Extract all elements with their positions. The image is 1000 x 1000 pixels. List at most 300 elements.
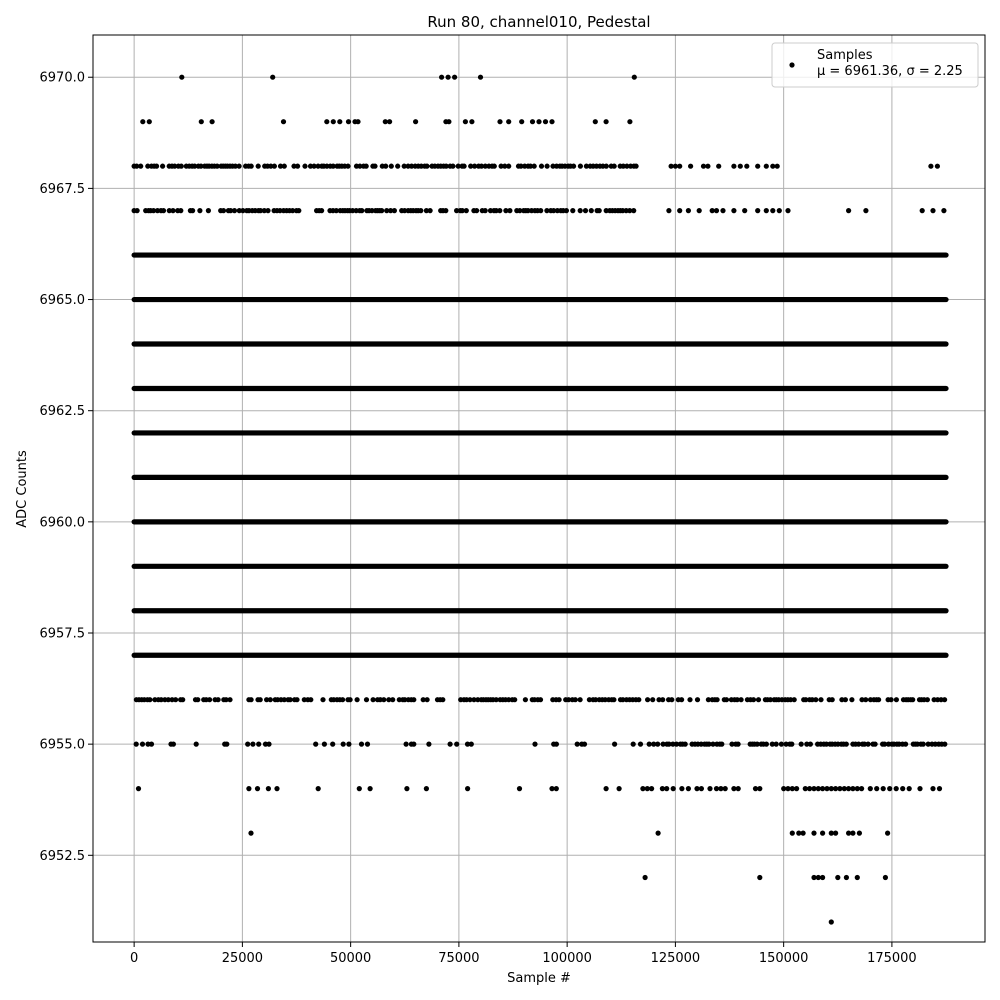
data-point xyxy=(866,742,871,747)
data-point xyxy=(161,208,166,213)
data-point xyxy=(925,697,930,702)
data-point xyxy=(178,208,183,213)
data-point xyxy=(147,119,152,124)
data-point xyxy=(874,786,879,791)
data-point xyxy=(210,119,215,124)
data-point xyxy=(720,208,725,213)
data-point xyxy=(379,208,384,213)
data-point xyxy=(777,208,782,213)
data-point xyxy=(536,119,541,124)
data-point xyxy=(381,697,386,702)
data-point xyxy=(941,208,946,213)
data-point xyxy=(638,742,643,747)
data-point xyxy=(497,208,502,213)
data-point xyxy=(697,208,702,213)
data-point xyxy=(583,208,588,213)
data-point xyxy=(636,697,641,702)
data-point xyxy=(687,697,692,702)
data-point xyxy=(206,208,211,213)
data-point xyxy=(859,786,864,791)
data-point xyxy=(671,786,676,791)
data-point xyxy=(650,697,655,702)
data-point xyxy=(578,164,583,169)
data-point xyxy=(604,164,609,169)
data-point xyxy=(611,697,616,702)
data-point xyxy=(818,697,823,702)
data-point xyxy=(411,697,416,702)
data-point xyxy=(249,697,254,702)
data-point xyxy=(180,697,185,702)
data-point xyxy=(808,742,813,747)
data-point xyxy=(643,875,648,880)
data-point xyxy=(135,208,140,213)
data-point xyxy=(937,786,942,791)
data-point xyxy=(634,164,639,169)
data-point xyxy=(627,119,632,124)
data-point xyxy=(738,164,743,169)
legend-marker xyxy=(789,62,794,67)
data-point xyxy=(731,208,736,213)
data-point xyxy=(523,697,528,702)
data-point xyxy=(368,786,373,791)
x-tick-label: 175000 xyxy=(867,951,917,966)
chart-title: Run 80, channel010, Pedestal xyxy=(427,13,651,31)
data-point xyxy=(190,208,195,213)
data-point xyxy=(450,164,455,169)
data-point xyxy=(250,742,255,747)
data-point xyxy=(894,697,899,702)
data-point xyxy=(850,831,855,836)
data-point xyxy=(887,786,892,791)
data-point xyxy=(664,786,669,791)
data-point xyxy=(900,786,905,791)
data-point xyxy=(266,786,271,791)
data-point xyxy=(935,164,940,169)
data-point xyxy=(695,697,700,702)
data-point xyxy=(921,742,926,747)
y-tick-label: 6960.0 xyxy=(39,515,85,531)
data-point xyxy=(545,164,550,169)
data-point xyxy=(404,742,409,747)
data-point xyxy=(789,742,794,747)
y-tick-label: 6962.5 xyxy=(39,404,85,420)
data-point xyxy=(714,208,719,213)
data-point xyxy=(171,742,176,747)
data-point xyxy=(660,697,665,702)
data-point xyxy=(512,697,517,702)
data-point xyxy=(462,164,467,169)
data-point xyxy=(679,697,684,702)
data-point xyxy=(705,164,710,169)
data-point xyxy=(256,164,261,169)
data-point xyxy=(330,742,335,747)
data-point xyxy=(359,742,364,747)
data-point xyxy=(764,742,769,747)
data-point xyxy=(346,119,351,124)
data-point xyxy=(849,697,854,702)
data-point xyxy=(173,697,178,702)
data-point xyxy=(573,697,578,702)
data-point xyxy=(227,697,232,702)
data-point xyxy=(179,75,184,80)
data-point xyxy=(345,164,350,169)
data-point xyxy=(764,208,769,213)
data-point xyxy=(739,697,744,702)
x-axis-label: Sample # xyxy=(507,971,571,986)
data-point xyxy=(506,119,511,124)
data-point xyxy=(751,697,756,702)
data-point xyxy=(677,208,682,213)
data-point xyxy=(844,742,849,747)
data-point xyxy=(248,831,253,836)
data-point xyxy=(506,164,511,169)
x-tick-label: 125000 xyxy=(650,951,701,966)
data-point xyxy=(440,697,445,702)
legend-series-name: Samples xyxy=(817,48,873,63)
data-point xyxy=(364,697,369,702)
data-point xyxy=(320,697,325,702)
data-point xyxy=(683,742,688,747)
data-point xyxy=(426,742,431,747)
data-point xyxy=(799,742,804,747)
data-point xyxy=(532,164,537,169)
data-point xyxy=(557,697,562,702)
data-point xyxy=(411,742,416,747)
data-point xyxy=(538,208,543,213)
data-point xyxy=(464,208,469,213)
data-point xyxy=(755,164,760,169)
data-point xyxy=(308,697,313,702)
y-tick-label: 6965.0 xyxy=(39,293,85,309)
data-point xyxy=(723,786,728,791)
data-point xyxy=(645,697,650,702)
data-point xyxy=(554,742,559,747)
data-point xyxy=(883,875,888,880)
data-point xyxy=(348,697,353,702)
data-point xyxy=(742,208,747,213)
data-point xyxy=(669,697,674,702)
data-point xyxy=(170,208,175,213)
data-point xyxy=(154,164,159,169)
data-point xyxy=(649,786,654,791)
data-point xyxy=(364,164,369,169)
x-tick-label: 150000 xyxy=(758,951,809,966)
data-point xyxy=(688,164,693,169)
data-point xyxy=(497,119,502,124)
data-point xyxy=(564,208,569,213)
data-point xyxy=(835,875,840,880)
data-point xyxy=(483,208,488,213)
data-point xyxy=(570,208,575,213)
data-point xyxy=(337,119,342,124)
data-point xyxy=(249,164,254,169)
data-point xyxy=(478,75,483,80)
data-point xyxy=(578,697,583,702)
data-point xyxy=(894,786,899,791)
data-point xyxy=(179,164,184,169)
y-tick-label: 6955.0 xyxy=(39,737,85,753)
data-point xyxy=(443,208,448,213)
data-point xyxy=(425,697,430,702)
data-point xyxy=(424,164,429,169)
data-point xyxy=(666,208,671,213)
data-point xyxy=(863,208,868,213)
data-point xyxy=(930,208,935,213)
data-point xyxy=(755,208,760,213)
data-point xyxy=(355,119,360,124)
data-point xyxy=(801,831,806,836)
data-point xyxy=(589,208,594,213)
data-point xyxy=(863,697,868,702)
data-point xyxy=(519,119,524,124)
data-point xyxy=(907,786,912,791)
data-point xyxy=(790,831,795,836)
data-point xyxy=(903,742,908,747)
data-point xyxy=(885,831,890,836)
data-point xyxy=(756,697,761,702)
data-point xyxy=(539,164,544,169)
data-point xyxy=(359,208,364,213)
data-point xyxy=(942,697,947,702)
data-point xyxy=(686,208,691,213)
data-point xyxy=(237,164,242,169)
data-point xyxy=(549,119,554,124)
data-point xyxy=(492,164,497,169)
data-point xyxy=(316,786,321,791)
data-point xyxy=(517,786,522,791)
data-point xyxy=(532,742,537,747)
data-point xyxy=(199,119,204,124)
data-point xyxy=(395,164,400,169)
data-point xyxy=(136,786,141,791)
data-point xyxy=(160,164,165,169)
data-point xyxy=(575,742,580,747)
data-point xyxy=(270,75,275,80)
data-point xyxy=(294,697,299,702)
data-point xyxy=(785,208,790,213)
data-point xyxy=(387,119,392,124)
data-point xyxy=(232,208,237,213)
data-point xyxy=(404,786,409,791)
data-point xyxy=(679,786,684,791)
data-point xyxy=(757,875,762,880)
legend xyxy=(772,43,978,87)
data-point xyxy=(647,742,652,747)
data-point xyxy=(138,164,143,169)
data-point xyxy=(757,786,762,791)
data-point xyxy=(452,75,457,80)
data-point xyxy=(245,742,250,747)
y-tick-label: 6970.0 xyxy=(39,70,85,86)
data-point xyxy=(530,119,535,124)
data-point xyxy=(593,119,598,124)
x-tick-label: 25000 xyxy=(221,951,264,966)
data-point xyxy=(428,208,433,213)
data-point xyxy=(469,119,474,124)
data-point xyxy=(357,786,362,791)
data-point xyxy=(448,742,453,747)
data-point xyxy=(792,697,797,702)
data-point xyxy=(207,697,212,702)
data-point xyxy=(857,831,862,836)
data-point xyxy=(346,742,351,747)
data-point xyxy=(266,742,271,747)
y-tick-label: 6967.5 xyxy=(39,181,85,197)
data-point xyxy=(258,697,263,702)
data-point xyxy=(942,742,947,747)
data-point xyxy=(582,742,587,747)
data-point xyxy=(612,742,617,747)
data-point xyxy=(265,208,270,213)
data-point xyxy=(134,742,139,747)
data-point xyxy=(820,831,825,836)
data-point xyxy=(920,208,925,213)
data-point xyxy=(833,831,838,836)
data-point xyxy=(246,786,251,791)
data-point xyxy=(715,697,720,702)
data-point xyxy=(469,742,474,747)
data-point xyxy=(844,875,849,880)
y-axis-label: ADC Counts xyxy=(15,450,30,528)
data-point xyxy=(632,75,637,80)
data-point xyxy=(439,75,444,80)
data-point xyxy=(446,119,451,124)
data-point xyxy=(194,742,199,747)
data-point xyxy=(268,697,273,702)
data-point xyxy=(454,742,459,747)
data-point xyxy=(418,208,423,213)
data-point xyxy=(770,208,775,213)
data-point xyxy=(775,164,780,169)
data-point xyxy=(195,697,200,702)
data-point xyxy=(474,208,479,213)
data-point xyxy=(296,208,301,213)
data-point xyxy=(221,208,226,213)
data-point xyxy=(147,697,152,702)
data-point xyxy=(446,75,451,80)
data-point xyxy=(313,742,318,747)
data-point xyxy=(507,208,512,213)
data-point xyxy=(324,119,329,124)
data-point xyxy=(256,742,261,747)
data-point xyxy=(383,164,388,169)
data-point xyxy=(889,697,894,702)
data-point xyxy=(719,742,724,747)
data-point xyxy=(724,697,729,702)
data-point xyxy=(424,786,429,791)
data-point xyxy=(319,208,324,213)
data-point xyxy=(578,208,583,213)
data-point xyxy=(554,786,559,791)
data-point xyxy=(910,697,915,702)
data-point xyxy=(881,786,886,791)
data-point xyxy=(604,786,609,791)
data-point xyxy=(731,164,736,169)
data-point xyxy=(677,164,682,169)
data-point xyxy=(846,208,851,213)
data-point xyxy=(355,697,360,702)
data-point xyxy=(617,786,622,791)
data-point xyxy=(322,742,327,747)
data-point xyxy=(365,742,370,747)
data-point xyxy=(930,786,935,791)
data-point xyxy=(707,786,712,791)
data-point xyxy=(295,164,300,169)
data-point xyxy=(699,786,704,791)
data-point xyxy=(392,208,397,213)
data-point xyxy=(794,786,799,791)
data-point xyxy=(829,919,834,924)
data-point xyxy=(197,208,202,213)
data-point xyxy=(764,164,769,169)
data-point xyxy=(604,119,609,124)
data-point xyxy=(811,831,816,836)
data-point xyxy=(843,697,848,702)
data-point xyxy=(876,697,881,702)
data-point xyxy=(140,742,145,747)
data-point xyxy=(413,119,418,124)
data-point xyxy=(331,119,336,124)
data-point xyxy=(371,697,376,702)
data-point xyxy=(855,875,860,880)
data-point xyxy=(736,786,741,791)
y-tick-label: 6952.5 xyxy=(39,848,85,864)
data-point xyxy=(274,786,279,791)
data-point xyxy=(340,697,345,702)
data-point xyxy=(631,208,636,213)
data-point xyxy=(656,831,661,836)
data-point xyxy=(597,208,602,213)
data-point xyxy=(389,164,394,169)
legend-stats: μ = 6961.36, σ = 2.25 xyxy=(817,64,963,79)
data-point xyxy=(465,786,470,791)
data-point xyxy=(868,786,873,791)
data-point xyxy=(302,164,307,169)
data-point xyxy=(813,697,818,702)
data-point xyxy=(716,164,721,169)
data-point xyxy=(655,742,660,747)
data-point xyxy=(216,697,221,702)
data-point xyxy=(917,786,922,791)
data-point xyxy=(744,164,749,169)
data-point xyxy=(224,742,229,747)
x-tick-label: 100000 xyxy=(542,951,592,966)
data-point xyxy=(774,742,779,747)
data-point xyxy=(736,742,741,747)
data-point xyxy=(779,742,784,747)
x-tick-label: 75000 xyxy=(438,951,480,966)
x-tick-label: 50000 xyxy=(329,951,372,966)
data-point xyxy=(928,164,933,169)
data-point xyxy=(140,119,145,124)
x-tick-label: 0 xyxy=(129,951,139,966)
data-point xyxy=(372,164,377,169)
data-point xyxy=(282,164,287,169)
data-point xyxy=(543,119,548,124)
data-point xyxy=(341,742,346,747)
data-point xyxy=(538,697,543,702)
data-point xyxy=(571,164,576,169)
y-tick-label: 6957.5 xyxy=(39,626,85,642)
data-point xyxy=(686,786,691,791)
data-point xyxy=(281,119,286,124)
data-point xyxy=(149,742,154,747)
data-point xyxy=(612,164,617,169)
data-point xyxy=(255,786,260,791)
data-point xyxy=(830,697,835,702)
data-point xyxy=(631,742,636,747)
data-point xyxy=(820,875,825,880)
